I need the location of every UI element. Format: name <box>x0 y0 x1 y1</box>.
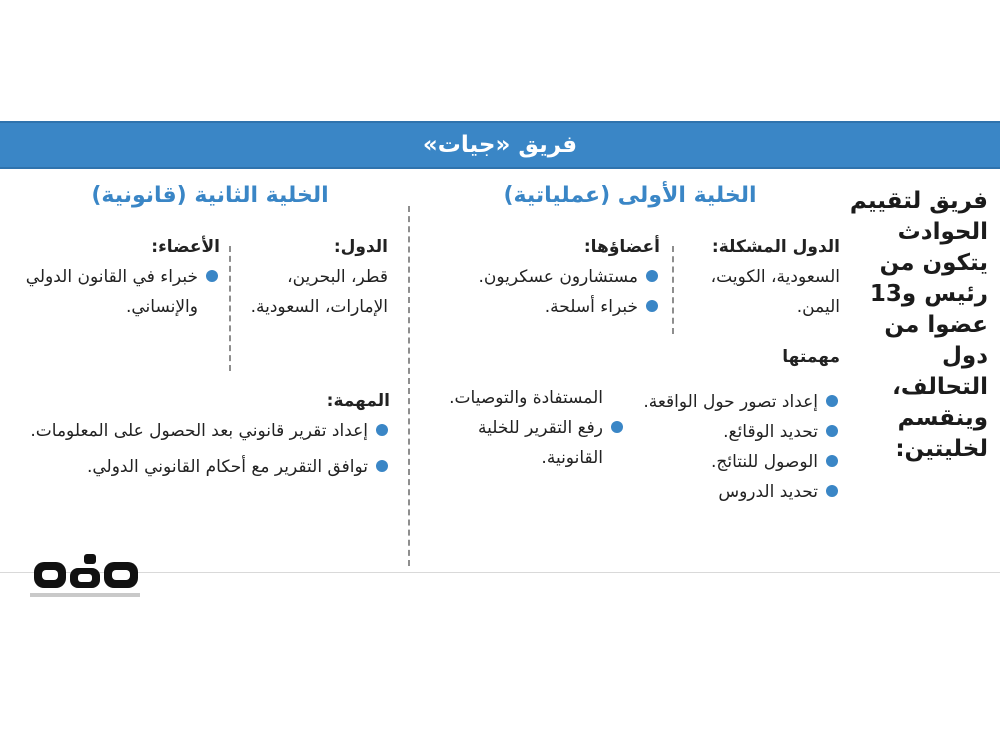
bullet-icon <box>646 270 658 282</box>
list-item: توافق التقرير مع أحكام القانوني الدولي. <box>20 452 390 482</box>
intro-text: فريق لتقييم الحوادث يتكون من رئيس و13 عضوا من دول التحالف، وينقسم لخليتين: <box>849 188 988 462</box>
list-item: مستشارون عسكريون. <box>415 262 660 292</box>
main-divider <box>408 206 410 566</box>
bullet-icon <box>826 395 838 407</box>
cell2-members-label: الأعضاء: <box>151 237 220 257</box>
cell1-members-label: أعضاؤها: <box>583 237 660 257</box>
cell1-tasks <box>640 387 840 507</box>
banner-title: فريق «جيات» <box>422 132 578 158</box>
team-banner <box>0 121 1000 169</box>
cell1-countries <box>680 232 840 322</box>
cell1-task-heading <box>690 342 840 372</box>
cell1-task-label: مهمتها <box>782 347 840 367</box>
bullet-icon <box>206 270 218 282</box>
cell2-title: الخلية الثانية (قانونية) <box>91 183 329 208</box>
bullet-icon <box>826 425 838 437</box>
cell1-divider <box>672 246 674 334</box>
cell2-task-label: المهمة: <box>326 391 390 411</box>
cell2-members <box>10 232 220 322</box>
cell2-countries <box>238 232 388 322</box>
bottom-rule <box>0 572 1000 573</box>
list-item: رفع التقرير للخلية القانونية. <box>440 413 625 473</box>
cell1-members <box>415 232 660 322</box>
bullet-icon <box>611 421 623 433</box>
bullet-icon <box>376 424 388 436</box>
list-item: تحديد الدروس <box>640 477 840 507</box>
tasks-continuation: المستفادة والتوصيات. <box>449 388 603 408</box>
cell1-countries-text: السعودية، الكويت، اليمن. <box>710 267 840 317</box>
list-item: خبراء أسلحة. <box>415 292 660 322</box>
cell2-countries-text: قطر، البحرين، الإمارات، السعودية. <box>250 267 388 317</box>
bullet-icon <box>376 460 388 472</box>
bullet-icon <box>646 300 658 312</box>
cell2-divider <box>229 246 231 371</box>
list-item: تحديد الوقائع. <box>640 417 840 447</box>
bullet-icon <box>826 485 838 497</box>
list-item: الوصول للنتائج. <box>640 447 840 477</box>
logo-mark-icon <box>26 546 144 604</box>
list-item: إعداد تصور حول الواقعة. <box>640 387 840 417</box>
cell2-countries-label: الدول: <box>333 237 388 257</box>
bullet-icon <box>826 455 838 467</box>
cell1-title: الخلية الأولى (عملياتية) <box>503 183 757 208</box>
cell2-tasks <box>20 386 390 482</box>
cell1-countries-label: الدول المشكلة: <box>711 237 840 257</box>
list-item: إعداد تقرير قانوني بعد الحصول على المعلومات. <box>20 416 390 446</box>
makkah-logo <box>26 546 144 604</box>
list-item: خبراء في القانون الدولي والإنساني. <box>10 262 220 322</box>
cell1-tasks-continued <box>440 383 625 473</box>
